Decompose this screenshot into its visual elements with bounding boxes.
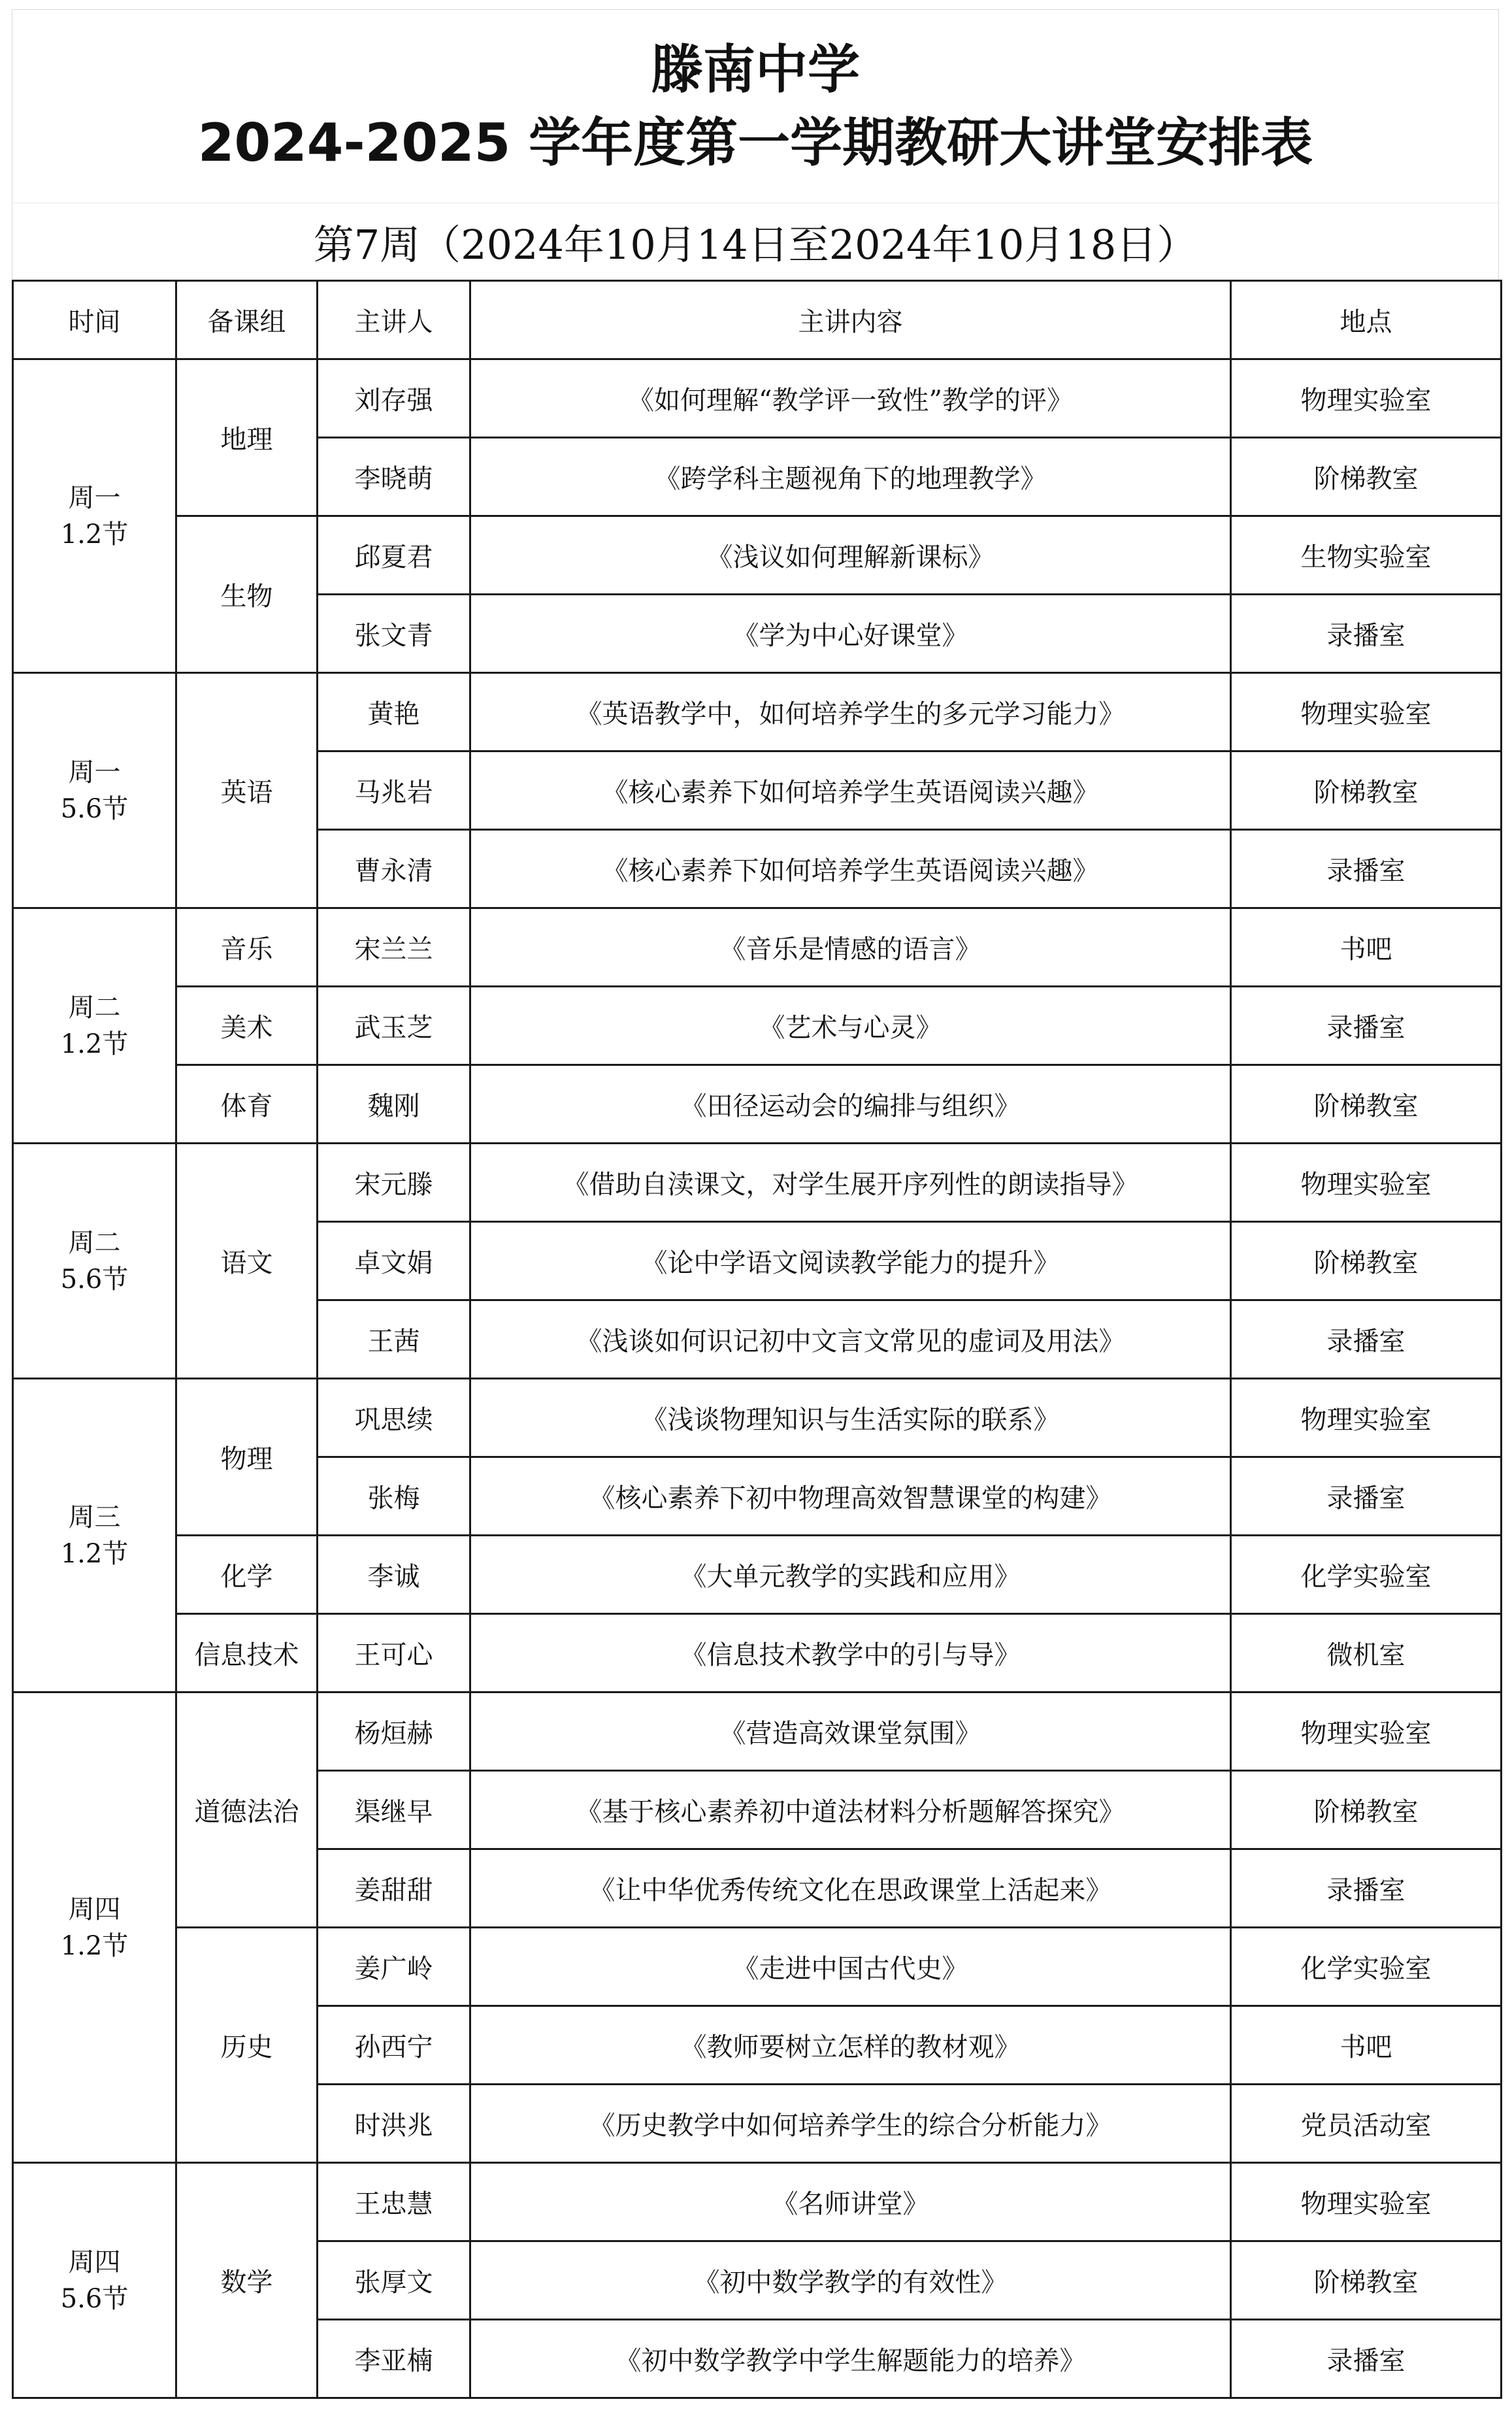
time-cell xyxy=(13,908,176,1144)
table-row xyxy=(13,1065,1502,1144)
place-cell: 物理实验室 xyxy=(1231,2163,1502,2241)
period-label: 1.2节 xyxy=(60,1538,129,1569)
content-cell: 《论中学语文阅读教学能力的提升》 xyxy=(470,1222,1231,1300)
speaker-cell: 王可心 xyxy=(318,1614,470,1692)
table-row xyxy=(13,1692,1502,1771)
content-cell: 《浅谈如何识记初中文言文常见的虚词及用法》 xyxy=(470,1300,1231,1379)
speaker-cell: 刘存强 xyxy=(318,359,470,438)
speaker-cell: 王忠慧 xyxy=(318,2163,470,2241)
table-row xyxy=(13,1928,1502,2006)
group-cell: 信息技术 xyxy=(176,1614,318,1692)
group-cell: 数学 xyxy=(176,2163,318,2398)
day-label: 周四 xyxy=(68,2247,121,2277)
day-label: 周一 xyxy=(68,482,121,513)
header-row xyxy=(13,281,1502,359)
group-cell: 体育 xyxy=(176,1065,318,1144)
content-cell: 《基于核心素养初中道法材料分析题解答探究》 xyxy=(470,1771,1231,1849)
speaker-cell: 李诚 xyxy=(318,1536,470,1614)
content-cell: 《让中华优秀传统文化在思政课堂上活起来》 xyxy=(470,1849,1231,1928)
day-label: 周四 xyxy=(68,1894,121,1924)
content-cell: 《信息技术教学中的引与导》 xyxy=(470,1614,1231,1692)
content-cell: 《借助自渎课文，对学生展开序列性的朗读指导》 xyxy=(470,1144,1231,1222)
place-cell: 录播室 xyxy=(1231,830,1502,908)
speaker-cell: 魏刚 xyxy=(318,1065,470,1144)
period-label: 5.6节 xyxy=(60,2283,129,2314)
speaker-cell: 卓文娟 xyxy=(318,1222,470,1300)
place-cell: 录播室 xyxy=(1231,987,1502,1065)
schedule-table xyxy=(12,280,1502,2399)
table-row xyxy=(13,359,1502,438)
speaker-cell: 时洪兆 xyxy=(318,2085,470,2163)
table-row xyxy=(13,1536,1502,1614)
speaker-cell: 马兆岩 xyxy=(318,751,470,830)
time-cell xyxy=(13,2163,176,2398)
place-cell: 阶梯教室 xyxy=(1231,438,1502,516)
content-cell: 《历史教学中如何培养学生的综合分析能力》 xyxy=(470,2085,1231,2163)
speaker-cell: 武玉芝 xyxy=(318,987,470,1065)
time-cell xyxy=(13,1144,176,1379)
content-cell: 《教师要树立怎样的教材观》 xyxy=(470,2006,1231,2085)
group-cell: 美术 xyxy=(176,987,318,1065)
group-cell: 道德法治 xyxy=(176,1692,318,1928)
group-cell: 生物 xyxy=(176,516,318,673)
speaker-cell: 曹永清 xyxy=(318,830,470,908)
table-row xyxy=(13,987,1502,1065)
day-label: 周三 xyxy=(68,1502,121,1532)
content-cell: 《营造高效课堂氛围》 xyxy=(470,1692,1231,1771)
place-cell: 录播室 xyxy=(1231,1300,1502,1379)
speaker-cell: 姜广岭 xyxy=(318,1928,470,2006)
content-cell: 《初中数学教学中学生解题能力的培养》 xyxy=(470,2320,1231,2398)
speaker-cell: 杨烜赫 xyxy=(318,1692,470,1771)
column-header-place: 地点 xyxy=(1231,281,1502,359)
place-cell: 化学实验室 xyxy=(1231,1536,1502,1614)
time-cell xyxy=(13,359,176,673)
table-row xyxy=(13,908,1502,987)
table-row xyxy=(13,1379,1502,1457)
column-header-group: 备课组 xyxy=(176,281,318,359)
speaker-cell: 巩思续 xyxy=(318,1379,470,1457)
column-header-speaker: 主讲人 xyxy=(318,281,470,359)
place-cell: 物理实验室 xyxy=(1231,1144,1502,1222)
content-cell: 《名师讲堂》 xyxy=(470,2163,1231,2241)
speaker-cell: 张梅 xyxy=(318,1457,470,1536)
place-cell: 物理实验室 xyxy=(1231,673,1502,751)
speaker-cell: 王茜 xyxy=(318,1300,470,1379)
group-cell: 英语 xyxy=(176,673,318,908)
place-cell: 党员活动室 xyxy=(1231,2085,1502,2163)
time-cell xyxy=(13,1692,176,2163)
place-cell: 书吧 xyxy=(1231,908,1502,987)
content-cell: 《浅议如何理解新课标》 xyxy=(470,516,1231,595)
day-label: 周一 xyxy=(68,757,121,787)
place-cell: 阶梯教室 xyxy=(1231,2241,1502,2320)
place-cell: 录播室 xyxy=(1231,2320,1502,2398)
content-cell: 《艺术与心灵》 xyxy=(470,987,1231,1065)
content-cell: 《核心素养下如何培养学生英语阅读兴趣》 xyxy=(470,830,1231,908)
speaker-cell: 李亚楠 xyxy=(318,2320,470,2398)
speaker-cell: 渠继早 xyxy=(318,1771,470,1849)
place-cell: 物理实验室 xyxy=(1231,1692,1502,1771)
column-header-content: 主讲内容 xyxy=(470,281,1231,359)
content-cell: 《学为中心好课堂》 xyxy=(470,595,1231,673)
speaker-cell: 邱夏君 xyxy=(318,516,470,595)
table-row xyxy=(13,673,1502,751)
content-cell: 《跨学科主题视角下的地理教学》 xyxy=(470,438,1231,516)
place-cell: 阶梯教室 xyxy=(1231,1771,1502,1849)
content-cell: 《英语教学中，如何培养学生的多元学习能力》 xyxy=(470,673,1231,751)
table-row xyxy=(13,1144,1502,1222)
period-label: 1.2节 xyxy=(60,1930,129,1961)
speaker-cell: 宋元滕 xyxy=(318,1144,470,1222)
group-cell: 音乐 xyxy=(176,908,318,987)
column-header-time: 时间 xyxy=(13,281,176,359)
place-cell: 生物实验室 xyxy=(1231,516,1502,595)
table-row xyxy=(13,516,1502,595)
period-label: 1.2节 xyxy=(60,1029,129,1059)
place-cell: 录播室 xyxy=(1231,1849,1502,1928)
place-cell: 物理实验室 xyxy=(1231,1379,1502,1457)
speaker-cell: 姜甜甜 xyxy=(318,1849,470,1928)
content-cell: 《核心素养下初中物理高效智慧课堂的构建》 xyxy=(470,1457,1231,1536)
place-cell: 微机室 xyxy=(1231,1614,1502,1692)
day-label: 周二 xyxy=(68,992,121,1023)
week-banner xyxy=(12,203,1499,280)
week-range: 第7周（2024年10月14日至2024年10月18日） xyxy=(313,221,1198,269)
period-label: 5.6节 xyxy=(60,1264,129,1295)
content-cell: 《初中数学教学的有效性》 xyxy=(470,2241,1231,2320)
document-title: 2024-2025 学年度第一学期教研大讲堂安排表 xyxy=(197,112,1313,173)
speaker-cell: 李晓萌 xyxy=(318,438,470,516)
speaker-cell: 孙西宁 xyxy=(318,2006,470,2085)
time-cell xyxy=(13,673,176,908)
group-cell: 物理 xyxy=(176,1379,318,1536)
content-cell: 《音乐是情感的语言》 xyxy=(470,908,1231,987)
day-label: 周二 xyxy=(68,1227,121,1258)
place-cell: 阶梯教室 xyxy=(1231,1222,1502,1300)
content-cell: 《大单元教学的实践和应用》 xyxy=(470,1536,1231,1614)
speaker-cell: 黄艳 xyxy=(318,673,470,751)
content-cell: 《田径运动会的编排与组织》 xyxy=(470,1065,1231,1144)
place-cell: 物理实验室 xyxy=(1231,359,1502,438)
content-cell: 《如何理解“教学评一致性”教学的评》 xyxy=(470,359,1231,438)
period-label: 5.6节 xyxy=(60,793,129,824)
time-cell xyxy=(13,1379,176,1692)
speaker-cell: 张文青 xyxy=(318,595,470,673)
place-cell: 录播室 xyxy=(1231,1457,1502,1536)
group-cell: 化学 xyxy=(176,1536,318,1614)
period-label: 1.2节 xyxy=(60,519,129,550)
title-block xyxy=(12,9,1499,203)
table-row xyxy=(13,2163,1502,2241)
place-cell: 书吧 xyxy=(1231,2006,1502,2085)
place-cell: 阶梯教室 xyxy=(1231,751,1502,830)
speaker-cell: 宋兰兰 xyxy=(318,908,470,987)
content-cell: 《核心素养下如何培养学生英语阅读兴趣》 xyxy=(470,751,1231,830)
group-cell: 历史 xyxy=(176,1928,318,2163)
place-cell: 阶梯教室 xyxy=(1231,1065,1502,1144)
school-name: 滕南中学 xyxy=(651,39,860,100)
table-row xyxy=(13,1614,1502,1692)
group-cell: 语文 xyxy=(176,1144,318,1379)
content-cell: 《浅谈物理知识与生活实际的联系》 xyxy=(470,1379,1231,1457)
group-cell: 地理 xyxy=(176,359,318,516)
place-cell: 录播室 xyxy=(1231,595,1502,673)
content-cell: 《走进中国古代史》 xyxy=(470,1928,1231,2006)
place-cell: 化学实验室 xyxy=(1231,1928,1502,2006)
speaker-cell: 张厚文 xyxy=(318,2241,470,2320)
schedule-document xyxy=(12,9,1500,2400)
